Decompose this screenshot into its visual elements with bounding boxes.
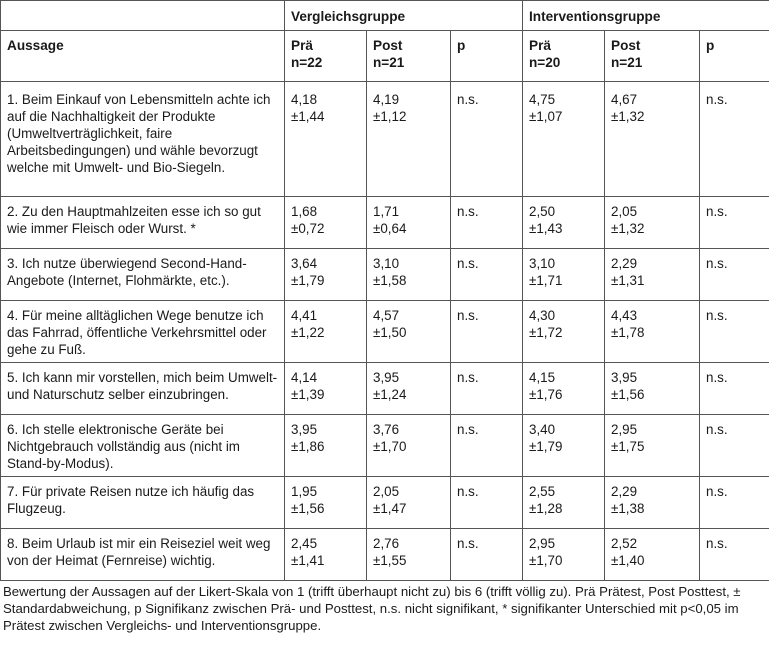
vg-pre-cell: [285, 197, 367, 249]
sd-value: ±1,55: [373, 553, 407, 568]
sd-value: ±1,39: [291, 387, 325, 402]
vg-post-cell: [367, 415, 451, 477]
ig-p-cell: n.s.: [700, 477, 769, 529]
sd-value: ±1,44: [291, 109, 325, 124]
table-row: [1, 249, 769, 301]
ig-pre-cell: [523, 197, 605, 249]
sd-value: ±1,12: [373, 109, 407, 124]
sd-value: ±1,47: [373, 501, 407, 516]
sd-value: ±1,43: [529, 221, 563, 236]
ig-post-cell: [605, 301, 700, 363]
vg-pre-cell: [285, 249, 367, 301]
sd-value: ±1,79: [291, 273, 325, 288]
sd-value: ±1,72: [529, 325, 563, 340]
mean-value: 3,10: [373, 256, 400, 271]
sd-value: ±1,24: [373, 387, 407, 402]
statement-cell: 4. Für meine alltäglichen Wege benutze ich das Fahrrad, öffentliche Verkehrsmittel oder gehe zu Fuß.: [1, 301, 285, 363]
ig-pre-cell: [523, 477, 605, 529]
group-header-row: [1, 1, 769, 31]
mean-value: 2,05: [611, 204, 638, 219]
statement-cell: 8. Beim Urlaub ist mir ein Reiseziel weit weg von der Heimat (Fernreise) wichtig.: [1, 529, 285, 581]
vg-p-cell: n.s.: [451, 301, 523, 363]
statement-header: Aussage: [1, 31, 285, 82]
mean-value: 4,15: [529, 370, 556, 385]
mean-value: 3,64: [291, 256, 318, 271]
ig-post-cell: [605, 415, 700, 477]
ig-pre-cell: [523, 529, 605, 581]
vg-pre-label: Prä: [291, 38, 313, 53]
mean-value: 4,18: [291, 92, 318, 107]
ig-post-header: [605, 31, 700, 82]
sd-value: ±1,40: [611, 553, 645, 568]
vg-post-cell: [367, 301, 451, 363]
vg-post-cell: [367, 363, 451, 415]
vg-p-cell: n.s.: [451, 529, 523, 581]
table-row: [1, 301, 769, 363]
sd-value: ±1,41: [291, 553, 325, 568]
mean-value: 2,55: [529, 484, 556, 499]
mean-value: 3,76: [373, 422, 400, 437]
ig-p-cell: n.s.: [700, 363, 769, 415]
sd-value: ±0,72: [291, 221, 325, 236]
mean-value: 2,05: [373, 484, 400, 499]
vg-pre-cell: [285, 301, 367, 363]
sd-value: ±1,22: [291, 325, 325, 340]
mean-value: 1,95: [291, 484, 318, 499]
ig-p-cell: n.s.: [700, 249, 769, 301]
statement-cell: 3. Ich nutze überwiegend Second-Hand-Angebote (Internet, Flohmärkte, etc.).: [1, 249, 285, 301]
mean-value: 2,45: [291, 536, 318, 551]
mean-value: 2,29: [611, 256, 638, 271]
sd-value: ±1,75: [611, 439, 645, 454]
ig-pre-header: [523, 31, 605, 82]
ig-p-header: p: [700, 31, 769, 82]
vg-p-cell: n.s.: [451, 477, 523, 529]
mean-value: 4,43: [611, 308, 638, 323]
sd-value: ±1,31: [611, 273, 645, 288]
sd-value: ±1,56: [611, 387, 645, 402]
ig-pre-cell: [523, 82, 605, 197]
vg-post-cell: [367, 529, 451, 581]
vg-post-cell: [367, 249, 451, 301]
mean-value: 3,95: [373, 370, 400, 385]
ig-post-cell: [605, 363, 700, 415]
sd-value: ±1,78: [611, 325, 645, 340]
table-row: [1, 415, 769, 477]
vg-p-cell: n.s.: [451, 82, 523, 197]
ig-p-cell: n.s.: [700, 415, 769, 477]
ig-post-cell: [605, 529, 700, 581]
ig-pre-cell: [523, 249, 605, 301]
sd-value: ±1,70: [373, 439, 407, 454]
sd-value: ±1,28: [529, 501, 563, 516]
ig-p-cell: n.s.: [700, 82, 769, 197]
vg-post-cell: [367, 197, 451, 249]
ig-post-cell: [605, 249, 700, 301]
mean-value: 4,19: [373, 92, 400, 107]
sd-value: ±1,56: [291, 501, 325, 516]
vg-post-cell: [367, 82, 451, 197]
table-row: [1, 363, 769, 415]
mean-value: 4,14: [291, 370, 318, 385]
ig-pre-cell: [523, 415, 605, 477]
sd-value: ±1,58: [373, 273, 407, 288]
vg-post-n: n=21: [373, 55, 405, 70]
sd-value: ±1,07: [529, 109, 563, 124]
ig-post-cell: [605, 477, 700, 529]
mean-value: 3,40: [529, 422, 556, 437]
mean-value: 4,67: [611, 92, 638, 107]
vg-p-cell: n.s.: [451, 363, 523, 415]
mean-value: 3,95: [291, 422, 318, 437]
empty-corner-cell: [1, 1, 285, 31]
comparison-group-header: Vergleichsgruppe: [285, 1, 523, 31]
ig-post-cell: [605, 197, 700, 249]
statement-cell: 1. Beim Einkauf von Lebensmitteln achte ich auf die Nachhaltigkeit der Produkte (Umweltverträglichkeit, faire Arbeitsbedingungen) und wähle bevorzugt welche mit Umwelt- und Bio-Siegeln.: [1, 82, 285, 197]
column-header-row: [1, 31, 769, 82]
vg-pre-cell: [285, 529, 367, 581]
sd-value: ±1,32: [611, 109, 645, 124]
mean-value: 4,57: [373, 308, 400, 323]
table-row: [1, 82, 769, 197]
ig-pre-label: Prä: [529, 38, 551, 53]
mean-value: 1,71: [373, 204, 400, 219]
mean-value: 2,52: [611, 536, 638, 551]
sd-value: ±1,32: [611, 221, 645, 236]
ig-post-n: n=21: [611, 55, 643, 70]
sd-value: ±1,86: [291, 439, 325, 454]
vg-p-cell: n.s.: [451, 249, 523, 301]
ig-post-label: Post: [611, 38, 641, 53]
vg-pre-cell: [285, 477, 367, 529]
mean-value: 4,41: [291, 308, 318, 323]
table-caption: Bewertung der Aussagen auf der Likert-Skala von 1 (trifft überhaupt nicht zu) bis 6 (trifft völlig zu). Prä Prätest, Post Posttest, ± Standardabweichung, p Signifikanz zwischen Prä- und Posttest, n.s. nicht signifikant, * signifikanter Unterschied mit p<0,05 im Prätest zwischen Vergleichs- und Interventionsgruppe.: [3, 584, 741, 633]
vg-p-header: p: [451, 31, 523, 82]
vg-pre-n: n=22: [291, 55, 323, 70]
ig-p-cell: n.s.: [700, 301, 769, 363]
ig-pre-n: n=20: [529, 55, 561, 70]
ig-p-cell: n.s.: [700, 197, 769, 249]
vg-pre-cell: [285, 363, 367, 415]
vg-post-label: Post: [373, 38, 403, 53]
sd-value: ±1,71: [529, 273, 563, 288]
mean-value: 4,30: [529, 308, 556, 323]
ig-pre-cell: [523, 363, 605, 415]
statement-cell: 6. Ich stelle elektronische Geräte bei Nichtgebrauch vollständig aus (nicht im Stand-by-Modus).: [1, 415, 285, 477]
sd-value: ±0,64: [373, 221, 407, 236]
mean-value: 3,95: [611, 370, 638, 385]
sd-value: ±1,38: [611, 501, 645, 516]
ig-pre-cell: [523, 301, 605, 363]
statement-cell: 5. Ich kann mir vorstellen, mich beim Umwelt- und Naturschutz selber einzubringen.: [1, 363, 285, 415]
table-row: [1, 477, 769, 529]
vg-p-cell: n.s.: [451, 415, 523, 477]
vg-pre-cell: [285, 415, 367, 477]
sd-value: ±1,76: [529, 387, 563, 402]
mean-value: 2,76: [373, 536, 400, 551]
table-row: [1, 529, 769, 581]
table-row: [1, 197, 769, 249]
vg-post-header: [367, 31, 451, 82]
mean-value: 2,50: [529, 204, 556, 219]
vg-pre-header: [285, 31, 367, 82]
vg-pre-cell: [285, 82, 367, 197]
mean-value: 1,68: [291, 204, 318, 219]
intervention-group-header: Interventionsgruppe: [523, 1, 769, 31]
sd-value: ±1,50: [373, 325, 407, 340]
mean-value: 2,29: [611, 484, 638, 499]
mean-value: 3,10: [529, 256, 556, 271]
ig-post-cell: [605, 82, 700, 197]
sd-value: ±1,79: [529, 439, 563, 454]
ig-p-cell: n.s.: [700, 529, 769, 581]
vg-p-cell: n.s.: [451, 197, 523, 249]
vg-post-cell: [367, 477, 451, 529]
statement-cell: 7. Für private Reisen nutze ich häufig das Flugzeug.: [1, 477, 285, 529]
mean-value: 2,95: [529, 536, 556, 551]
sd-value: ±1,70: [529, 553, 563, 568]
mean-value: 2,95: [611, 422, 638, 437]
mean-value: 4,75: [529, 92, 556, 107]
statement-cell: 2. Zu den Hauptmahlzeiten esse ich so gut wie immer Fleisch oder Wurst. *: [1, 197, 285, 249]
